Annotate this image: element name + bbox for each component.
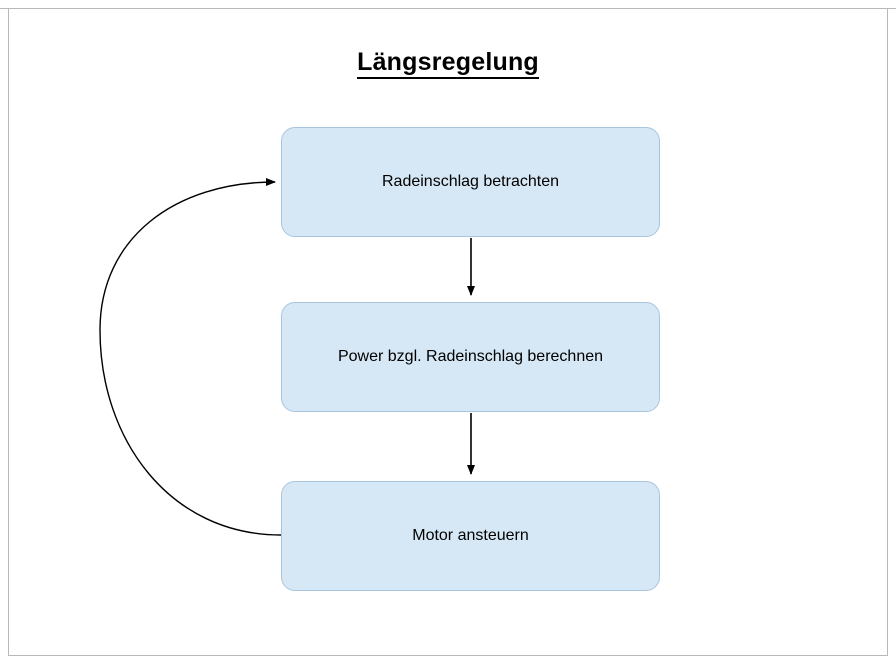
frame-top-border: [0, 8, 896, 9]
flow-node-label: Motor ansteuern: [412, 527, 529, 545]
frame-bottom-border: [8, 655, 887, 656]
page-title-text: Längsregelung: [357, 48, 539, 79]
flow-node-label: Power bzgl. Radeinschlag berechnen: [337, 348, 604, 366]
flow-node-label: Radeinschlag betrachten: [381, 173, 559, 191]
flow-node-power-berechnen[interactable]: [281, 302, 660, 412]
frame-left-border: [8, 8, 9, 656]
edge-node3-to-node1-feedback: [100, 182, 281, 535]
frame-right-border: [887, 8, 888, 656]
flow-node-motor-ansteuern[interactable]: [281, 481, 660, 591]
page-title: [0, 48, 896, 77]
flow-node-radeinschlag-betrachten[interactable]: [281, 127, 660, 237]
